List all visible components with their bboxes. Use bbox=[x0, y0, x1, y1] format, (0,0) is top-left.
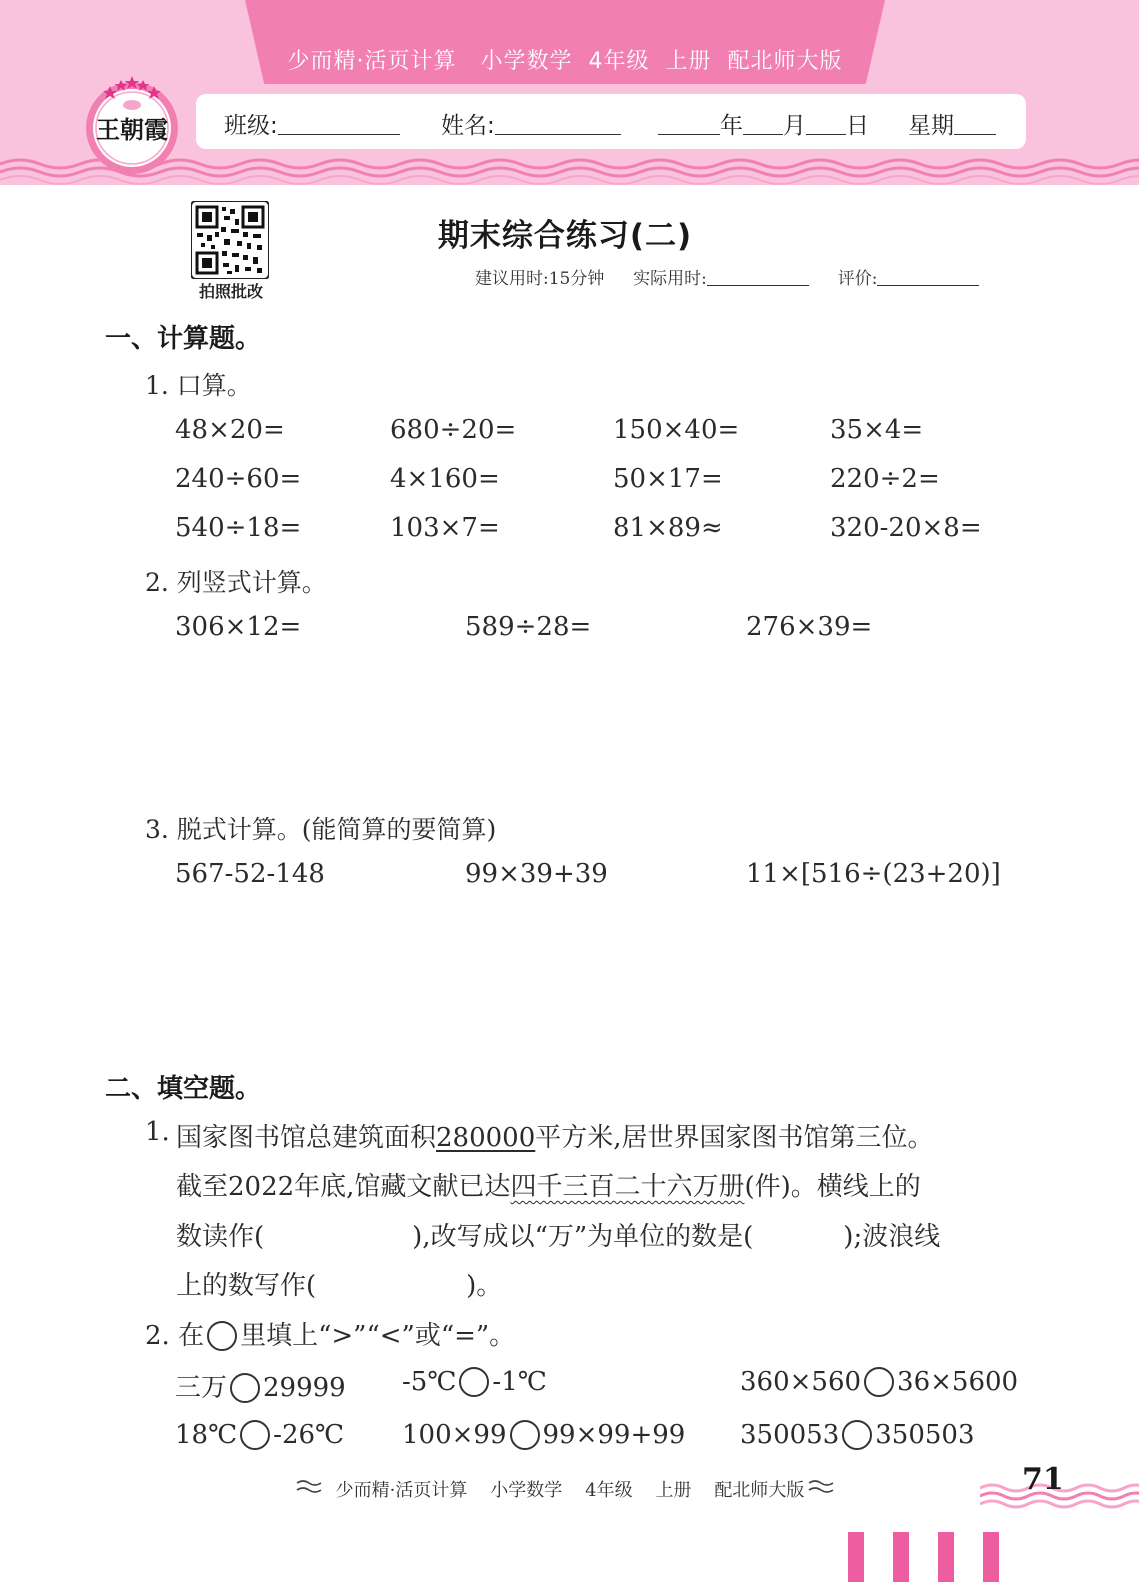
compare-circle[interactable] bbox=[230, 1373, 260, 1403]
compare-circle[interactable] bbox=[459, 1367, 489, 1397]
oral-item: 150×40= bbox=[613, 415, 740, 445]
underlined-number: 280000 bbox=[436, 1123, 536, 1153]
question-oral-label: 1. 口算。 bbox=[145, 371, 252, 400]
class-blank[interactable] bbox=[278, 112, 400, 135]
oral-item: 81×89≈ bbox=[613, 513, 723, 543]
compare-item bbox=[402, 1420, 685, 1450]
year-blank[interactable] bbox=[658, 112, 720, 135]
oral-item: 4×160= bbox=[390, 464, 500, 494]
fill-q1-text: 国家图书馆总建筑面积 bbox=[176, 1123, 437, 1153]
compare-item bbox=[740, 1420, 975, 1450]
stepwise-item: 567-52-148 bbox=[175, 859, 325, 889]
date-field[interactable] bbox=[658, 107, 869, 140]
evaluation-blank[interactable] bbox=[877, 267, 979, 286]
compare-circle[interactable] bbox=[240, 1420, 270, 1450]
logo-badge-icon bbox=[80, 72, 184, 176]
compare-right: 99×99+99 bbox=[542, 1420, 686, 1450]
class-label: 班级: bbox=[224, 113, 278, 139]
compare-right: 29999 bbox=[263, 1373, 346, 1403]
question-vertical-label: 2. 列竖式计算。 bbox=[145, 568, 327, 597]
oral-item: 220÷2= bbox=[830, 464, 940, 494]
oral-item: 240÷60= bbox=[175, 464, 302, 494]
fill-q1-line4 bbox=[176, 1265, 502, 1302]
page-title: 期末综合练习(二) bbox=[437, 218, 693, 254]
fill-q1-text: )。 bbox=[466, 1271, 503, 1301]
suggested-time: 建议用时:15分钟 bbox=[475, 269, 605, 289]
edge-bar bbox=[893, 1532, 909, 1582]
compare-right: -26℃ bbox=[273, 1420, 345, 1450]
compare-left: 350053 bbox=[740, 1420, 840, 1450]
weekday-label: 星期 bbox=[908, 113, 954, 139]
fill-q2-label bbox=[145, 1315, 515, 1352]
compare-left: 360×560 bbox=[740, 1367, 862, 1397]
fill-q1-text: 上的数写作( bbox=[176, 1271, 317, 1301]
compare-right: -1℃ bbox=[492, 1367, 547, 1397]
compare-left: 三万 bbox=[175, 1373, 228, 1403]
oral-item: 680÷20= bbox=[390, 415, 517, 445]
compare-item bbox=[402, 1367, 547, 1397]
compare-circle[interactable] bbox=[842, 1420, 872, 1450]
compare-circle-icon bbox=[207, 1321, 237, 1351]
question-stepwise-label: 3. 脱式计算。(能简算的要简算) bbox=[145, 815, 497, 844]
section-calculation-heading: 一、计算题。 bbox=[105, 324, 262, 354]
compare-left: 18℃ bbox=[175, 1420, 238, 1450]
stepwise-item: 11×[516÷(23+20)] bbox=[746, 859, 1001, 889]
qr-code-icon bbox=[191, 201, 269, 279]
actual-time-blank[interactable] bbox=[707, 267, 809, 286]
fill-q1-text: );波浪线 bbox=[843, 1222, 941, 1252]
edge-bar bbox=[983, 1532, 999, 1582]
logo-text: 王朝霞 bbox=[96, 115, 168, 144]
oral-item: 48×20= bbox=[175, 415, 285, 445]
compare-circle[interactable] bbox=[864, 1367, 894, 1397]
qr-label: 拍照批改 bbox=[198, 282, 263, 301]
qr-code[interactable] bbox=[191, 201, 269, 279]
fill-q1-number: 1. bbox=[145, 1117, 170, 1147]
fill-q1-line3 bbox=[176, 1216, 940, 1253]
fill-q1-text: 平方米,居世界国家图书馆第三位。 bbox=[535, 1123, 934, 1153]
oral-item: 50×17= bbox=[613, 464, 723, 494]
weekday-field[interactable] bbox=[908, 107, 996, 140]
fill-q1-line1 bbox=[176, 1117, 934, 1154]
fill-q1-text: 数读作( bbox=[176, 1222, 265, 1252]
name-blank[interactable] bbox=[495, 112, 621, 135]
vertical-item: 276×39= bbox=[746, 612, 873, 642]
year-label: 年 bbox=[720, 113, 743, 139]
page-number: 71 bbox=[1022, 1462, 1064, 1497]
fill-q1-text: ),改写成以“万”为单位的数是( bbox=[412, 1222, 754, 1252]
class-field[interactable] bbox=[224, 107, 400, 140]
month-blank[interactable] bbox=[743, 112, 783, 135]
fill-q2-text: 2. 在 bbox=[145, 1321, 205, 1351]
oral-item: 35×4= bbox=[830, 415, 924, 445]
compare-right: 350503 bbox=[875, 1420, 975, 1450]
fill-q1-line2 bbox=[176, 1166, 921, 1203]
fill-q1-text: (件)。横线上的 bbox=[744, 1172, 921, 1202]
month-label: 月 bbox=[783, 113, 806, 139]
weekday-blank[interactable] bbox=[954, 112, 996, 135]
name-field[interactable] bbox=[441, 107, 621, 140]
compare-item bbox=[740, 1367, 1018, 1397]
oral-item: 103×7= bbox=[390, 513, 500, 543]
compare-item bbox=[175, 1367, 346, 1404]
edge-bar bbox=[848, 1532, 864, 1582]
section-fill-heading: 二、填空题。 bbox=[105, 1074, 262, 1104]
compare-left: -5℃ bbox=[402, 1367, 457, 1397]
footer-text: 少而精·活页计算 小学数学 4年级 上册 配北师大版 bbox=[335, 1480, 805, 1501]
compare-right: 36×5600 bbox=[897, 1367, 1019, 1397]
wavy-underlined-number: 四千三百二十六万册 bbox=[510, 1172, 745, 1202]
day-label: 日 bbox=[846, 113, 869, 139]
edge-bar bbox=[938, 1532, 954, 1582]
wave-right-icon bbox=[808, 1478, 834, 1496]
vertical-item: 306×12= bbox=[175, 612, 302, 642]
evaluation-label: 评价: bbox=[837, 269, 878, 289]
vertical-item: 589÷28= bbox=[465, 612, 592, 642]
header-title: 少而精·活页计算 小学数学 4年级 上册 配北师大版 bbox=[287, 49, 843, 74]
name-label: 姓名: bbox=[441, 113, 495, 139]
stepwise-item: 99×39+39 bbox=[465, 859, 608, 889]
oral-item: 540÷18= bbox=[175, 513, 302, 543]
oral-item: 320-20×8= bbox=[830, 513, 982, 543]
day-blank[interactable] bbox=[806, 112, 846, 135]
time-info bbox=[475, 264, 979, 289]
compare-left: 100×99 bbox=[402, 1420, 507, 1450]
compare-item bbox=[175, 1420, 344, 1450]
fill-q2-text: 里填上“>”“<”或“=”。 bbox=[240, 1321, 516, 1351]
compare-circle[interactable] bbox=[510, 1420, 540, 1450]
actual-time-label: 实际用时: bbox=[633, 269, 707, 289]
fill-q1-text: 截至2022年底,馆藏文献已达 bbox=[176, 1172, 511, 1202]
logo bbox=[80, 72, 184, 176]
